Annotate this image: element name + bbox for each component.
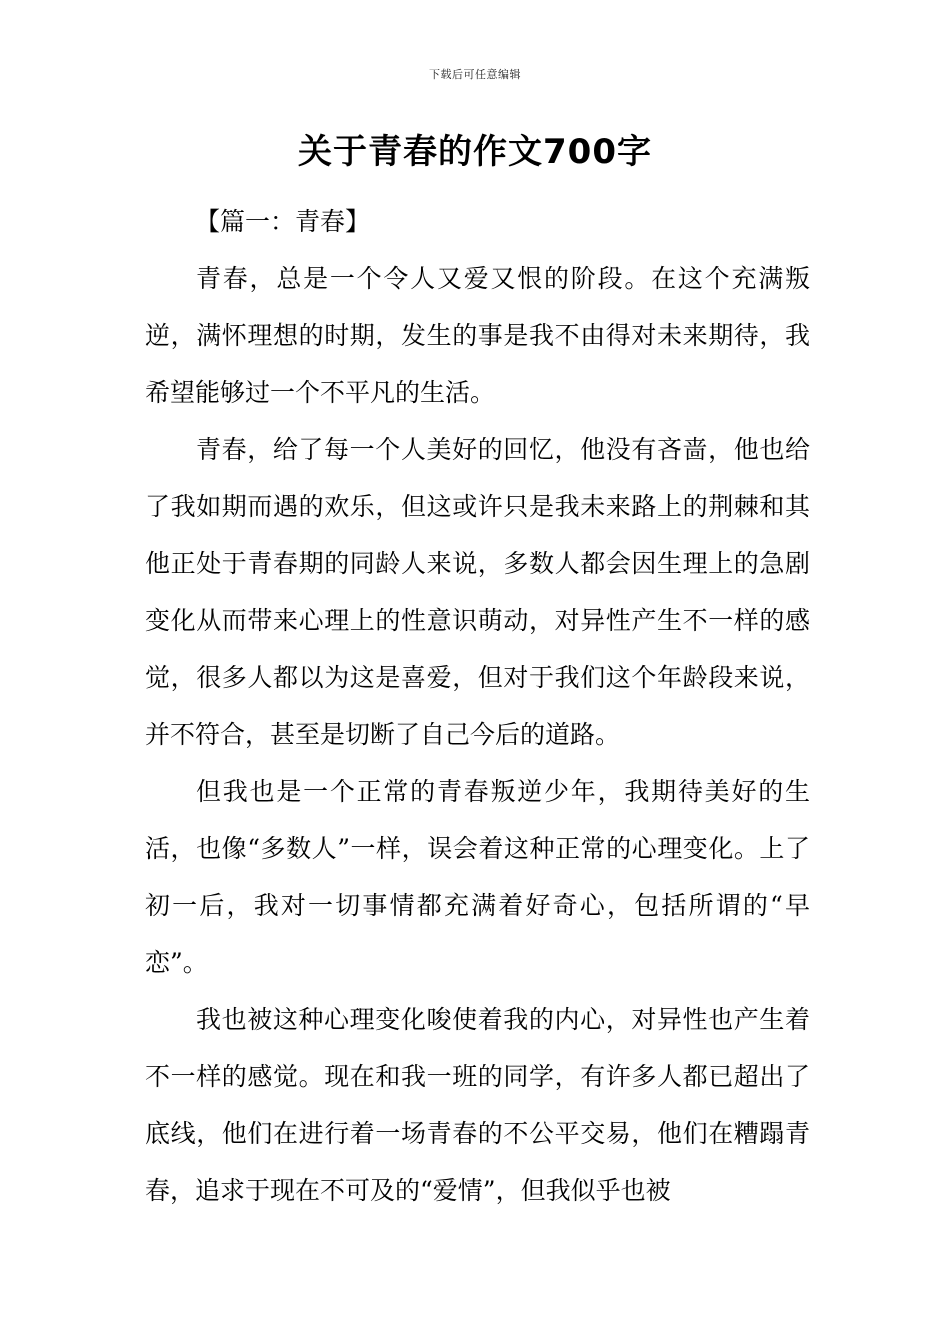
paragraph-1: 青春，总是一个令人又爱又恨的阶段。在这个充满叛逆，满怀理想的时期，发生的事是我不由得对未来期待，我希望能够过一个不平凡的生活。 bbox=[145, 264, 810, 407]
header-note: 下载后可任意编辑 bbox=[429, 68, 521, 81]
document-title: 关于青春的作文700字 bbox=[298, 132, 652, 172]
paragraph-4: 我也被这种心理变化唆使着我的内心，对异性也产生着不一样的感觉。现在和我一班的同学，有许多人都已超出了底线，他们在进行着一场青春的不公平交易，他们在糟蹋青春，追求于现在不可及的“爱情”，但我似乎也被 bbox=[145, 1005, 810, 1205]
paragraph-2: 青春，给了每一个人美好的回忆，他没有吝啬，他也给了我如期而遇的欢乐，但这或许只是我未来路上的荆棘和其他正处于青春期的同龄人来说，多数人都会因生理上的急剧变化从而带来心理上的性意识萌动，对异性产生不一样的感觉，很多人都以为这是喜爱，但对于我们这个年龄段来说，并不符合，甚至是切断了自己今后的道路。 bbox=[145, 435, 810, 749]
paragraph-3: 但我也是一个正常的青春叛逆少年，我期待美好的生活，也像“多数人”一样，误会着这种正常的心理变化。上了初一后，我对一切事情都充满着好奇心，包括所谓的“早恋”。 bbox=[145, 777, 810, 977]
section-heading: 【篇一：青春】 bbox=[195, 207, 371, 236]
document-body bbox=[145, 193, 810, 1219]
